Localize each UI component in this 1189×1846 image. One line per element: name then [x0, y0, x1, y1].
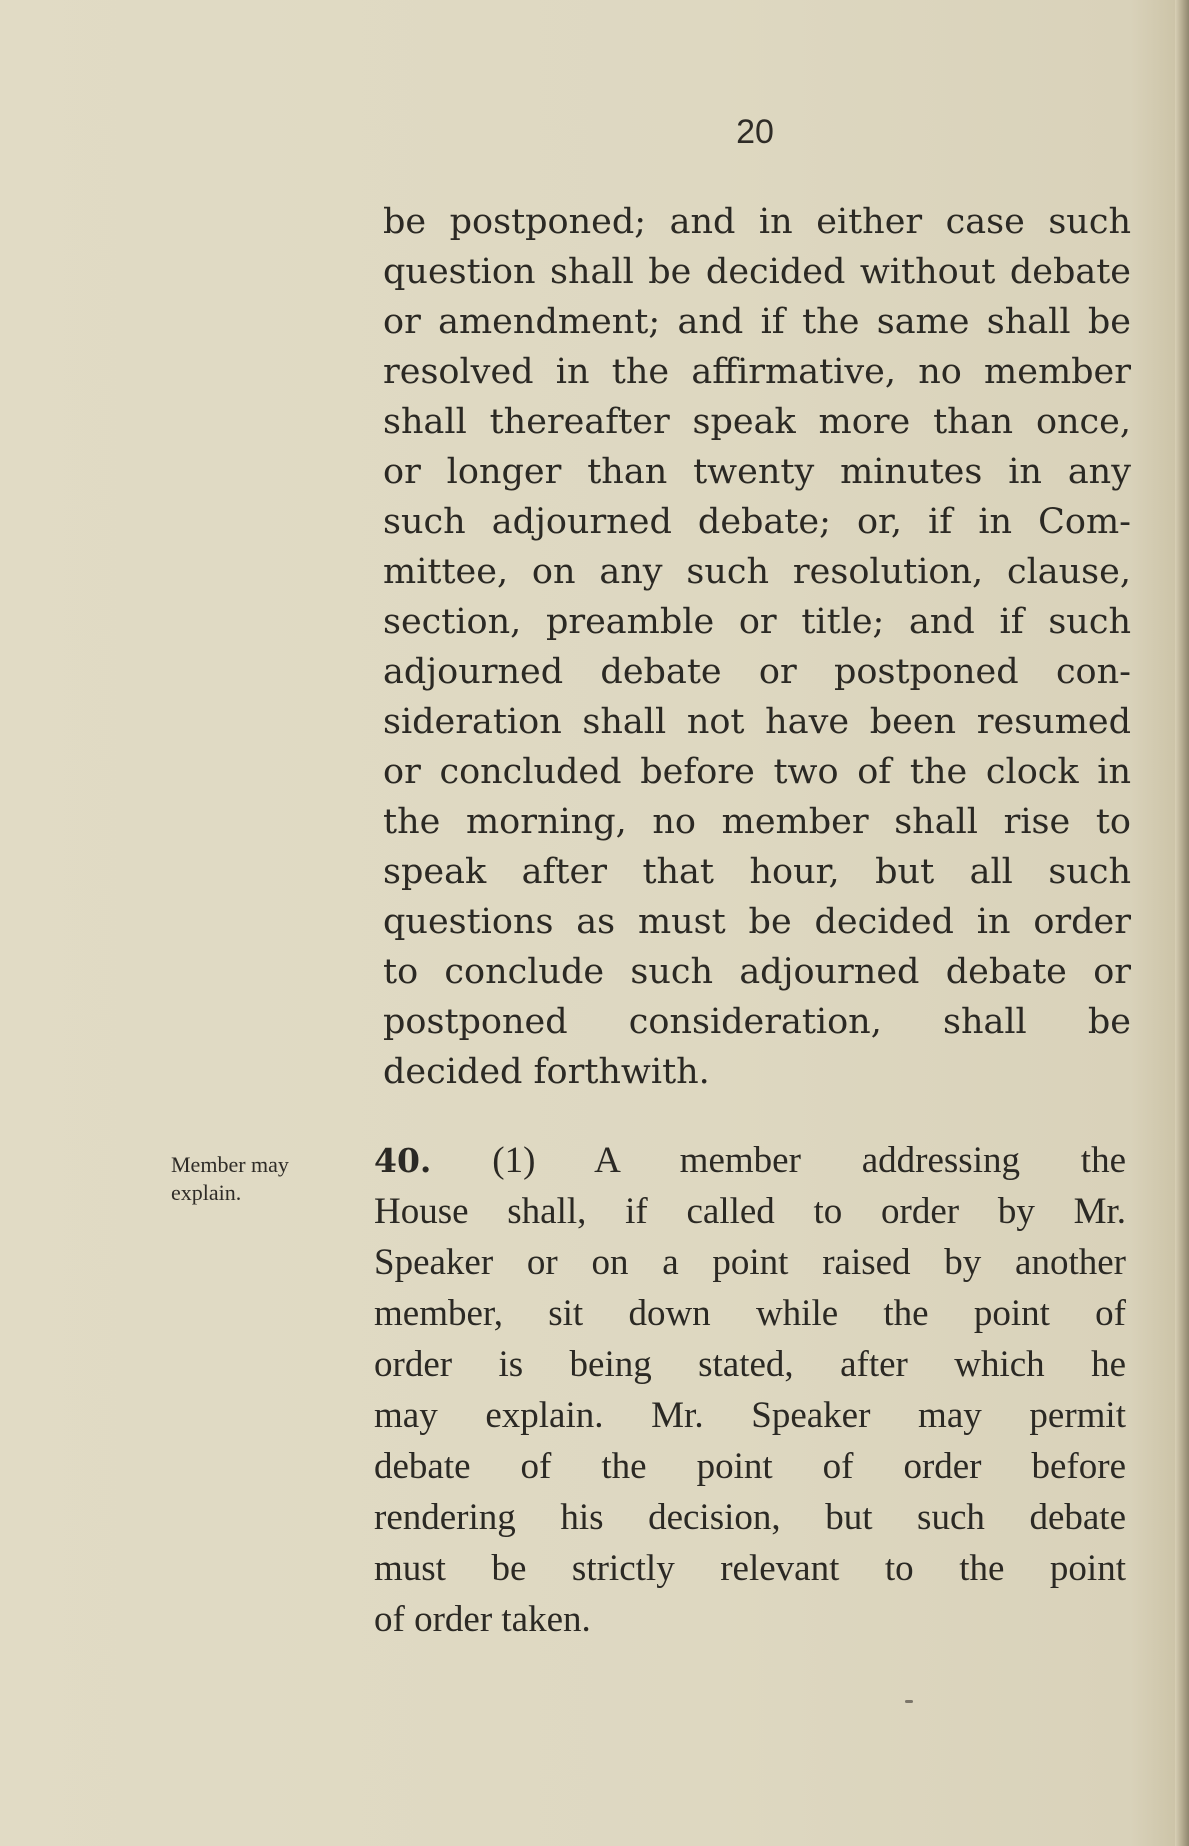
- paragraph-line: such adjourned debate; or, if in Com-: [383, 502, 1131, 542]
- section-line: of order taken.: [374, 1599, 591, 1640]
- section-line: order is being stated, after which he: [374, 1344, 1126, 1385]
- section-line: Speaker or on a point raised by another: [374, 1242, 1126, 1283]
- paragraph-line: decided forthwith.: [383, 1052, 710, 1092]
- paragraph-line: shall thereafter speak more than once,: [383, 402, 1131, 442]
- margin-note-line: Member may: [171, 1152, 289, 1177]
- paragraph-line: the morning, no member shall rise to: [383, 802, 1131, 842]
- paragraph-line: question shall be decided without debate: [383, 252, 1131, 292]
- section-line: must be strictly relevant to the point: [374, 1548, 1126, 1589]
- section-line: House shall, if called to order by Mr.: [374, 1191, 1126, 1232]
- paragraph-line: adjourned debate or postponed con-: [383, 652, 1131, 692]
- paragraph-line: or amendment; and if the same shall be: [383, 302, 1131, 342]
- section-number: 40.: [374, 1141, 432, 1180]
- section-line: debate of the point of order before: [374, 1446, 1126, 1487]
- paragraph-line: section, preamble or title; and if such: [383, 602, 1131, 642]
- section-first-line-text: (1) A member addressing the: [492, 1140, 1127, 1181]
- page-number: 20: [736, 113, 774, 151]
- paragraph-line: postponed consideration, shall be: [383, 1002, 1131, 1042]
- paragraph-line: to conclude such adjourned debate or: [383, 952, 1131, 992]
- paragraph-line: or concluded before two of the clock in: [383, 752, 1131, 792]
- paragraph-line: be postponed; and in either case such: [383, 202, 1131, 242]
- print-speck: [905, 1700, 913, 1703]
- section-line: member, sit down while the point of: [374, 1293, 1126, 1334]
- paragraph-line: speak after that hour, but all such: [383, 852, 1131, 892]
- section-line: rendering his decision, but such debate: [374, 1497, 1126, 1538]
- page-edge: [1175, 0, 1189, 1846]
- paragraph-line: sideration shall not have been resumed: [383, 702, 1131, 742]
- paragraph-line: questions as must be decided in order: [383, 902, 1131, 942]
- paragraph-line: resolved in the affirmative, no member: [383, 352, 1131, 392]
- section-line: may explain. Mr. Speaker may permit: [374, 1395, 1126, 1436]
- paragraph-line: or longer than twenty minutes in any: [383, 452, 1131, 492]
- section-first-line: [374, 1139, 1126, 1189]
- paragraph-line: mittee, on any such resolution, clause,: [383, 552, 1131, 592]
- margin-note-line: explain.: [171, 1180, 242, 1205]
